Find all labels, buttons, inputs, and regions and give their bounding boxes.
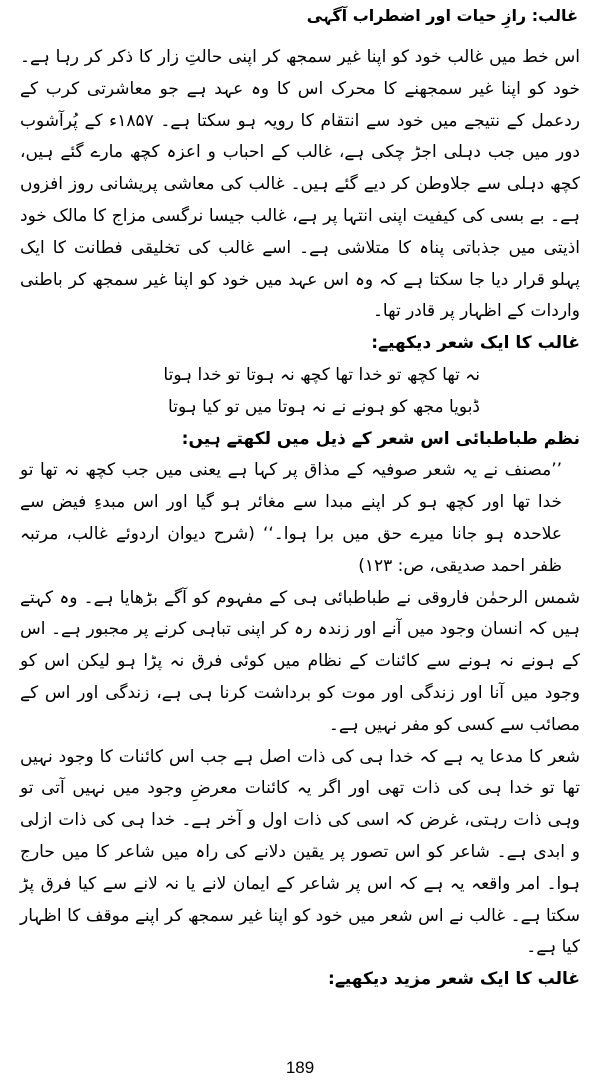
page-header: غالب: رازِ حیات اور اضطراب آگہی [306, 6, 578, 25]
verse-line-2: ڈبویا مجھ کو ہونے نے نہ ہوتا میں تو کیا ہوتا [168, 396, 480, 417]
verse-intro-label: غالب کا ایک شعر دیکھیے: [371, 333, 580, 354]
page-number: 189 [285, 1058, 315, 1077]
page-body [20, 42, 580, 996]
paragraph-1: اس خط میں غالب خود کو اپنا غیر سمجھ کر اپنی حالتِ زار کا ذکر کر رہا ہے۔ خود کو اپنا غیر سمجھنے کا محرک اس کا وہ عہد ہے جو معاشرتی کرب کے ردعمل کے نتیجے میں خود سے انتقام کا رویہ ہو سکتا ہے۔ ۱۸۵۷ء کے پُرآشوب دور میں جب دہلی اجڑ چکی ہے، غالب کے احباب و اعزہ کچھ مارے گئے ہیں، کچھ دہلی سے جلاوطن کر دیے گئے ہیں۔ غالب کی معاشی پریشانی روز افزوں ہے۔ بے بسی کی کیفیت اپنی انتہا پر ہے، غالب جیسا نرگسی مزاج کا مالک خود اذیتی میں جذباتی پناہ کا متلاشی ہے۔ اسے غالب کی تخلیقی فطانت کا ایک پہلو قرار دیا جا سکتا ہے کہ وہ اس عہد میں خود کو اپنا غیر سمجھ کر باطنی واردات کے اظہار پر قادر تھا۔ [20, 47, 580, 322]
paragraph-3: شعر کا مدعا یہ ہے کہ خدا ہی کی ذات اصل ہے جب اس کائنات کا وجود نہیں تھا تو خدا ہی کی ذات تھی اور اگر یہ کائنات معرضِ وجود میں نہیں آتی تو وہی ذات رہتی، غرض کہ اسی کی ذات اول و آخر ہے۔ خدا ہی کی ذات ازلی و ابدی ہے۔ شاعر کو اس تصور پر یقین دلانے کی راہ میں شاعر کا میں حارج ہوا۔ امر واقعہ یہ ہے کہ اس پر شاعر کے ایمان لانے یا نہ لانے سے کیا فرق پڑ سکتا ہے۔ غالب نے اس شعر میں خود کو اپنا غیر سمجھ کر اپنے موقف کا اظہار کیا ہے۔ [20, 746, 580, 958]
paragraph-2: شمس الرحمٰن فاروقی نے طباطبائی ہی کے مفہوم کو آگے بڑھایا ہے۔ وہ کہتے ہیں کہ انسان وجود میں آنے اور زندہ رہ کر اپنی تباہی کرنے پر مجبور ہے۔ اس کے ہونے نہ ہونے سے کائنات کے نظام میں کوئی فرق نہ پڑا ہو لیکن اس کو وجود میں آنا اور زندگی اور موت کو برداشت کرنا ہی ہے، زندگی اور اس کے مصائب سے کسی کو مفر نہیں ہے۔ [20, 587, 580, 735]
second-verse-intro-label: غالب کا ایک شعر مزید دیکھیے: [328, 969, 580, 990]
block-quote: ’’مصنف نے یہ شعر صوفیہ کے مذاق پر کہا ہے یعنی میں جب کچھ نہ تھا تو خدا تھا اور کچھ ہو کر اپنے مبدا سے مغائر ہو گیا اور اس مبدءِ فیض سے علاحدہ ہو جانا میرے حق میں برا ہوا۔‘‘ (شرح دیوان اردوئے غالب، مرتبہ ظفر احمد صدیقی، ص: ۱۲۳) [20, 460, 562, 576]
verse-line-1: نہ تھا کچھ تو خدا تھا کچھ نہ ہوتا تو خدا ہوتا [163, 364, 480, 385]
commentary-intro-label: نظم طباطبائی اس شعر کے ذیل میں لکھتے ہیں: [181, 428, 580, 449]
